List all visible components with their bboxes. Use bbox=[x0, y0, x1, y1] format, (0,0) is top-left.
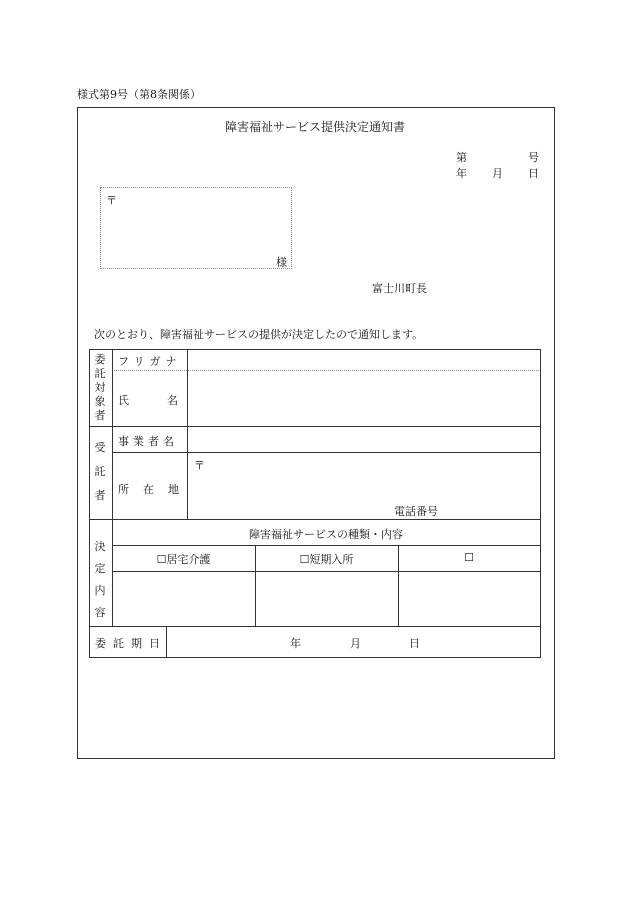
section-contractor-label: 受託者 bbox=[94, 441, 106, 502]
dai-label: 第 bbox=[456, 151, 467, 164]
period-label: 委託期日 bbox=[95, 637, 167, 650]
table-border-left bbox=[89, 349, 90, 657]
phone-label: 電話番号 bbox=[394, 505, 438, 518]
year-label: 年 bbox=[456, 167, 467, 180]
table-border-bottom bbox=[89, 657, 541, 658]
form-number: 様式第9号（第8条関係） bbox=[77, 88, 201, 101]
furigana-field[interactable] bbox=[188, 350, 540, 370]
document-title: 障害福祉サービス提供決定通知書 bbox=[224, 120, 405, 134]
period-year-label: 年 bbox=[290, 637, 301, 650]
name-label bbox=[118, 392, 216, 408]
service-header: 障害福祉サービスの種類・内容 bbox=[249, 528, 403, 541]
name-label-text: 氏名 bbox=[118, 394, 216, 407]
go-label: 号 bbox=[528, 151, 539, 164]
row-divider bbox=[89, 519, 541, 520]
address-box[interactable] bbox=[100, 187, 292, 269]
section-recipient-label: 委託対象者 bbox=[94, 353, 106, 422]
location-postal-mark: 〒 bbox=[194, 459, 205, 472]
furigana-label: フリガナ bbox=[118, 355, 182, 368]
checkbox-icon[interactable]: ☐ bbox=[299, 553, 310, 566]
issuer: 富士川町長 bbox=[372, 282, 427, 295]
month-label: 月 bbox=[492, 167, 503, 180]
checkbox-icon[interactable]: ☐ bbox=[464, 551, 474, 564]
business-name-field[interactable] bbox=[188, 427, 540, 452]
service-option-label: 短期入所 bbox=[309, 553, 354, 566]
honorific-sama: 様 bbox=[276, 256, 287, 269]
name-field[interactable] bbox=[188, 371, 540, 426]
location-label: 所在地 bbox=[118, 483, 193, 496]
service-detail-cell[interactable] bbox=[256, 572, 398, 626]
period-month-label: 月 bbox=[350, 637, 361, 650]
intro-text: 次のとおり、障害福祉サービスの提供が決定したので通知します。 bbox=[94, 328, 424, 341]
service-option-other[interactable] bbox=[398, 551, 540, 564]
row-divider bbox=[89, 626, 541, 627]
day-label: 日 bbox=[528, 167, 539, 180]
service-detail-cell[interactable] bbox=[113, 572, 255, 626]
service-option-tanki-nyusho[interactable] bbox=[255, 551, 398, 567]
period-day-label: 日 bbox=[409, 637, 420, 650]
checkbox-icon[interactable]: ☐ bbox=[156, 553, 167, 566]
service-detail-cell[interactable] bbox=[399, 572, 540, 626]
table-border-right bbox=[540, 349, 541, 657]
row-divider bbox=[112, 545, 541, 546]
section-decision-label: 決定内容 bbox=[94, 540, 106, 619]
business-name-label: 事業者名 bbox=[118, 435, 178, 448]
service-option-kyotaku-kaigo[interactable] bbox=[112, 551, 255, 567]
location-field[interactable] bbox=[188, 453, 540, 519]
service-option-label: 居宅介護 bbox=[166, 553, 211, 566]
postal-mark: 〒 bbox=[106, 194, 117, 207]
